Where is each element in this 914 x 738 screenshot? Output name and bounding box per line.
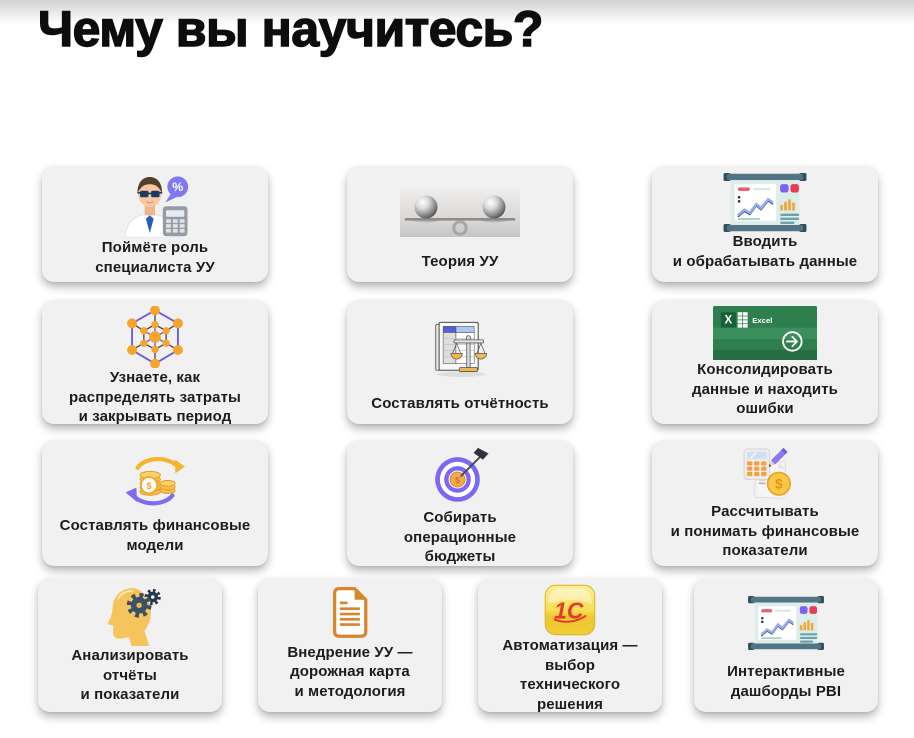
presentation-chart-icon [717, 166, 813, 232]
card-label: Вводить и обрабатывать данные [672, 233, 858, 270]
card-analysis [38, 578, 222, 712]
card-theory [347, 166, 573, 282]
allocation-network-icon [124, 300, 186, 368]
card-financial-models [42, 440, 268, 566]
specialist-accountant-icon [116, 166, 194, 238]
page-title: Чему вы научитесь? [38, 1, 543, 57]
head-gears-icon [99, 578, 161, 646]
card-label: Поймёте роль специалиста УУ [95, 239, 215, 276]
calculator-finance-icon [734, 440, 796, 502]
card-data-entry [652, 166, 878, 282]
card-automation-1c [478, 578, 662, 712]
card-label: Узнаете, как распределять затраты и закрывать период [69, 369, 241, 425]
card-operational-budgets [347, 440, 573, 566]
dashboard-chart-icon [742, 578, 830, 662]
budget-target-icon [429, 440, 491, 508]
card-label: Консолидировать данные и находить ошибки [691, 361, 839, 417]
card-dashboards [694, 578, 878, 712]
card-label: Составлять отчётность [371, 394, 549, 412]
card-reporting [347, 300, 573, 424]
money-cycle-icon [122, 440, 188, 516]
card-label: Интерактивные дашборды PBI [727, 663, 845, 700]
card-implementation [258, 578, 442, 712]
roadmap-document-icon [327, 578, 374, 643]
balance-scale-photo [400, 166, 520, 252]
card-label: Теория УУ [421, 252, 499, 270]
card-specialist-role [42, 166, 268, 282]
card-label: Внедрение УУ — дорожная карта и методология [287, 643, 413, 700]
card-label: Составлять финансовые модели [59, 517, 251, 554]
card-label: Анализировать отчёты и показатели [71, 647, 189, 703]
card-label: Рассчитывать и понимать финансовые показатели [670, 503, 860, 559]
card-cost-allocation [42, 300, 268, 424]
excel-logo-icon [713, 300, 817, 360]
card-financial-metrics [652, 440, 878, 566]
card-consolidation [652, 300, 878, 424]
card-label: Автоматизация — выбор технического решения [502, 637, 638, 713]
one-c-logo-icon [544, 578, 596, 636]
ledger-scales-icon [426, 300, 494, 394]
card-label: Собирать операционные бюджеты [403, 509, 517, 565]
